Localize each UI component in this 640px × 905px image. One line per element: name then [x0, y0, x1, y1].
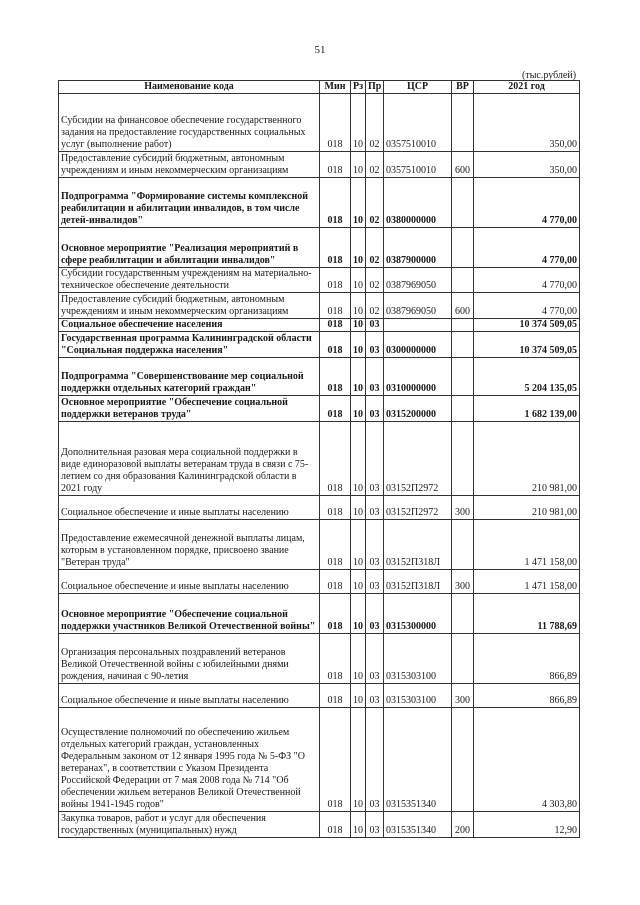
row-pr: 03 — [366, 684, 384, 708]
row-name: Основное мероприятие "Обеспечение социальной поддержки участников Великой Отечественной войны" — [59, 594, 320, 634]
row-name: Социальное обеспечение и иные выплаты населению — [59, 570, 320, 594]
row-csr: 0315303100 — [384, 684, 452, 708]
row-csr: 0315303100 — [384, 634, 452, 684]
row-amount: 4 770,00 — [474, 268, 580, 293]
row-pr: 03 — [366, 520, 384, 570]
row-pr: 03 — [366, 396, 384, 422]
table-row — [59, 293, 580, 319]
row-rz: 10 — [351, 358, 366, 396]
row-name: Предоставление субсидий бюджетным, автономным учреждениям и иным некоммерческим организациям — [59, 152, 320, 178]
table-row — [59, 520, 580, 570]
row-amount: 4 770,00 — [474, 178, 580, 228]
table-row — [59, 358, 580, 396]
row-min: 018 — [320, 293, 351, 319]
table-row — [59, 812, 580, 838]
row-min: 018 — [320, 358, 351, 396]
row-rz: 10 — [351, 422, 366, 496]
row-rz: 10 — [351, 228, 366, 268]
row-vr — [452, 708, 474, 812]
row-csr: 0387969050 — [384, 293, 452, 319]
row-min: 018 — [320, 152, 351, 178]
row-vr — [452, 422, 474, 496]
row-rz: 10 — [351, 594, 366, 634]
row-rz: 10 — [351, 178, 366, 228]
row-csr: 03152П2972 — [384, 422, 452, 496]
row-name: Основное мероприятие "Обеспечение социальной поддержки ветеранов труда" — [59, 396, 320, 422]
row-rz: 10 — [351, 152, 366, 178]
table-row — [59, 396, 580, 422]
row-rz: 10 — [351, 496, 366, 520]
header-year: 2021 год — [474, 81, 580, 94]
budget-table — [58, 80, 580, 838]
row-amount: 866,89 — [474, 684, 580, 708]
row-name: Подпрограмма "Формирование системы комплексной реабилитации и абилитации инвалидов, в том числе детей-инвалидов" — [59, 178, 320, 228]
row-rz: 10 — [351, 570, 366, 594]
row-pr: 02 — [366, 178, 384, 228]
row-name: Субсидии на финансовое обеспечение государственного задания на предоставление государственных социальных услуг (выполнение работ) — [59, 94, 320, 152]
row-csr: 0300000000 — [384, 332, 452, 358]
row-pr: 03 — [366, 332, 384, 358]
row-name: Предоставление субсидий бюджетным, автономным учреждениям и иным некоммерческим организациям — [59, 293, 320, 319]
header-min: Мин — [320, 81, 351, 94]
row-name: Государственная программа Калининградской области "Социальная поддержка населения" — [59, 332, 320, 358]
row-vr — [452, 594, 474, 634]
row-csr: 0380000000 — [384, 178, 452, 228]
page-number: 51 — [314, 44, 326, 56]
row-amount: 866,89 — [474, 634, 580, 684]
table-row — [59, 684, 580, 708]
row-pr: 03 — [366, 422, 384, 496]
row-vr — [452, 268, 474, 293]
table-row — [59, 319, 580, 332]
row-min: 018 — [320, 228, 351, 268]
row-pr: 03 — [366, 594, 384, 634]
row-rz: 10 — [351, 268, 366, 293]
table-row — [59, 94, 580, 152]
row-amount: 1 471 158,00 — [474, 520, 580, 570]
row-csr: 0315200000 — [384, 396, 452, 422]
row-csr: 0387969050 — [384, 268, 452, 293]
row-amount: 1 471 158,00 — [474, 570, 580, 594]
row-vr — [452, 358, 474, 396]
table-row — [59, 708, 580, 812]
row-amount: 4 770,00 — [474, 293, 580, 319]
row-csr: 0315300000 — [384, 594, 452, 634]
row-min: 018 — [320, 178, 351, 228]
row-name: Дополнительная разовая мера социальной поддержки в виде единоразовой выплаты ветеранам труда в связи с 75-летием со дня образования Калининградской области в 2021 году — [59, 422, 320, 496]
row-amount: 11 788,69 — [474, 594, 580, 634]
row-vr — [452, 332, 474, 358]
row-csr: 0357510010 — [384, 152, 452, 178]
row-min: 018 — [320, 812, 351, 838]
row-pr: 02 — [366, 268, 384, 293]
row-min: 018 — [320, 594, 351, 634]
row-pr: 03 — [366, 358, 384, 396]
table-row — [59, 228, 580, 268]
table-row — [59, 570, 580, 594]
row-csr: 0315351340 — [384, 708, 452, 812]
row-vr — [452, 396, 474, 422]
row-name: Социальное обеспечение и иные выплаты населению — [59, 496, 320, 520]
row-rz: 10 — [351, 332, 366, 358]
row-min: 018 — [320, 570, 351, 594]
row-pr: 03 — [366, 570, 384, 594]
row-csr: 0315351340 — [384, 812, 452, 838]
table-row — [59, 268, 580, 293]
row-rz: 10 — [351, 520, 366, 570]
row-rz: 10 — [351, 94, 366, 152]
table-row — [59, 332, 580, 358]
row-pr: 03 — [366, 496, 384, 520]
row-rz: 10 — [351, 293, 366, 319]
row-vr: 200 — [452, 812, 474, 838]
row-pr: 03 — [366, 319, 384, 332]
table-row — [59, 634, 580, 684]
row-amount: 1 682 139,00 — [474, 396, 580, 422]
row-csr: 03152П318Л — [384, 520, 452, 570]
row-vr: 300 — [452, 496, 474, 520]
row-amount: 210 981,00 — [474, 422, 580, 496]
row-name: Подпрограмма "Совершенствование мер социальной поддержки отдельных категорий граждан" — [59, 358, 320, 396]
row-amount: 210 981,00 — [474, 496, 580, 520]
row-pr: 03 — [366, 708, 384, 812]
row-csr: 03152П318Л — [384, 570, 452, 594]
row-amount: 10 374 509,05 — [474, 332, 580, 358]
row-rz: 10 — [351, 684, 366, 708]
row-pr: 03 — [366, 812, 384, 838]
row-amount: 350,00 — [474, 94, 580, 152]
row-min: 018 — [320, 422, 351, 496]
row-rz: 10 — [351, 319, 366, 332]
units-label: (тыс.рублей) — [522, 70, 577, 81]
row-pr: 03 — [366, 634, 384, 684]
row-rz: 10 — [351, 634, 366, 684]
row-name: Закупка товаров, работ и услуг для обеспечения государственных (муниципальных) нужд — [59, 812, 320, 838]
row-min: 018 — [320, 520, 351, 570]
row-vr — [452, 319, 474, 332]
header-vr: ВР — [452, 81, 474, 94]
row-amount: 5 204 135,05 — [474, 358, 580, 396]
row-vr — [452, 178, 474, 228]
row-vr — [452, 94, 474, 152]
header-name: Наименование кода — [59, 81, 320, 94]
table-header-row — [59, 81, 580, 94]
row-amount: 350,00 — [474, 152, 580, 178]
row-min: 018 — [320, 94, 351, 152]
row-vr — [452, 520, 474, 570]
row-name: Организация персональных поздравлений ветеранов Великой Отечественной войны с юбилейными днями рождения, начиная с 90-летия — [59, 634, 320, 684]
row-rz: 10 — [351, 708, 366, 812]
row-name: Социальное обеспечение и иные выплаты населению — [59, 684, 320, 708]
row-name: Предоставление ежемесячной денежной выплаты лицам, которым в установленном порядке, присвоено звание "Ветеран труда" — [59, 520, 320, 570]
header-pr: Пр — [366, 81, 384, 94]
row-vr: 600 — [452, 152, 474, 178]
table-row — [59, 422, 580, 496]
row-min: 018 — [320, 634, 351, 684]
row-min: 018 — [320, 684, 351, 708]
row-pr: 02 — [366, 293, 384, 319]
row-min: 018 — [320, 396, 351, 422]
table-row — [59, 594, 580, 634]
row-pr: 02 — [366, 94, 384, 152]
row-vr: 300 — [452, 570, 474, 594]
row-min: 018 — [320, 268, 351, 293]
row-vr — [452, 228, 474, 268]
row-vr: 600 — [452, 293, 474, 319]
row-name: Основное мероприятие "Реализация мероприятий в сфере реабилитации и абилитации инвалидов" — [59, 228, 320, 268]
row-amount: 12,90 — [474, 812, 580, 838]
table-row — [59, 178, 580, 228]
header-csr: ЦСР — [384, 81, 452, 94]
row-name: Социальное обеспечение населения — [59, 319, 320, 332]
row-amount: 4 770,00 — [474, 228, 580, 268]
row-name: Субсидии государственным учреждениям на материально-техническое обеспечение деятельности — [59, 268, 320, 293]
row-csr: 0310000000 — [384, 358, 452, 396]
row-rz: 10 — [351, 812, 366, 838]
row-csr — [384, 319, 452, 332]
row-min: 018 — [320, 332, 351, 358]
row-name: Осуществление полномочий по обеспечению жильем отдельных категорий граждан, установленных Федеральным законом от 12 января 1995 года № 5-ФЗ "О ветеранах", в соответствии с Указом Президента Российской Федерации от 7 мая 2008 года № 714 "Об обеспечении жильем ветеранов Великой Отечественной войны 1941-1945 годов" — [59, 708, 320, 812]
row-vr: 300 — [452, 684, 474, 708]
row-pr: 02 — [366, 152, 384, 178]
row-min: 018 — [320, 496, 351, 520]
header-rz: Рз — [351, 81, 366, 94]
table-row — [59, 496, 580, 520]
row-pr: 02 — [366, 228, 384, 268]
row-csr: 0387900000 — [384, 228, 452, 268]
row-csr: 03152П2972 — [384, 496, 452, 520]
row-amount: 10 374 509,05 — [474, 319, 580, 332]
row-min: 018 — [320, 708, 351, 812]
row-rz: 10 — [351, 396, 366, 422]
row-min: 018 — [320, 319, 351, 332]
row-vr — [452, 634, 474, 684]
table-row — [59, 152, 580, 178]
row-amount: 4 303,80 — [474, 708, 580, 812]
row-csr: 0357510010 — [384, 94, 452, 152]
